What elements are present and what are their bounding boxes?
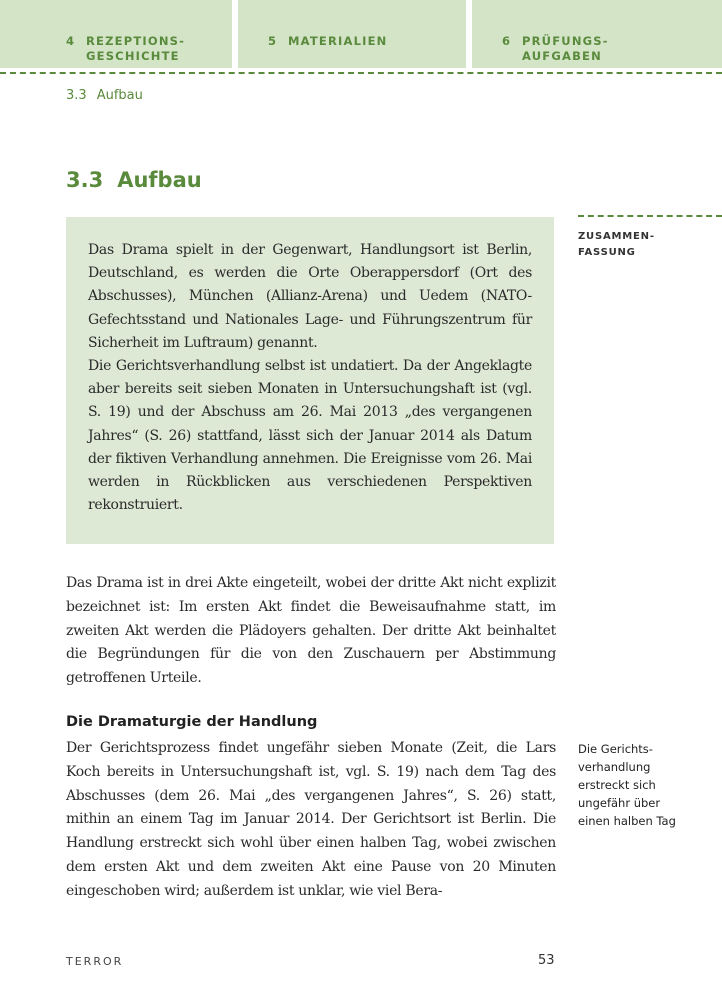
nav-tab-number: 4 [66, 34, 76, 48]
nav-tab-pruefungsaufgaben[interactable] [472, 0, 722, 68]
summary-paragraph-2: Die Gerichtsverhandlung selbst ist undatiert. Da der Angeklagte aber bereits seit sieben Monaten in Untersuchungshaft ist (vgl. S. 19) und der Abschuss am 26. Mai 2013 „des vergangenen Jahres“ (S. 26) stattfand, lässt sich der Januar 2014 als Datum der fiktiven Verhandlung annehmen. Die Ereignisse vom 26. Mai werden in Rückblicken aus verschiedenen Perspektiven rekonstruiert. [88, 358, 532, 514]
chapter-nav [0, 0, 722, 68]
nav-tab-label: PRÜFUNGS- [522, 34, 609, 48]
page-number: 53 [538, 953, 555, 968]
body-paragraph-2: Der Gerichtsprozess findet ungefähr sieben Monate (Zeit, die Lars Koch bereits in Untersuchungshaft ist, vgl. S. 19) nach dem Tag des Abschusses (dem 26. Mai „des vergangenen Jahres“, S. 26) statt, mithin an einem Tag im Januar 2014. Der Gerichtsort ist Berlin. Die Handlung erstreckt sich wohl über einen halben Tag, wobei zwischen dem ersten Akt und dem zweiten Akt eine Pause von 20 Minuten eingeschoben wird; außerdem ist unklar, wie viel Bera- [66, 740, 556, 899]
section-number: 3.3 [66, 168, 104, 192]
body-paragraph-1: Das Drama ist in drei Akte eingeteilt, wobei der dritte Akt nicht explizit bezeichnet ist: Im ersten Akt findet die Beweisaufnahme statt, im zweiten Akt werden die Plädoyers gehalten. Der dritte Akt beinhaltet die Begründungen für die von den Zuschauern per Abstimmung getroffenen Urteile. [66, 575, 556, 687]
section-title: Aufbau [117, 168, 202, 192]
sidebar-divider [578, 215, 722, 217]
nav-tab-materialien[interactable] [238, 0, 466, 68]
nav-tab-rezeptionsgeschichte[interactable] [0, 0, 232, 68]
running-head-title: Aufbau [96, 88, 143, 103]
nav-tab-label: MATERIALIEN [288, 34, 388, 48]
nav-tab-label-line2: GESCHICHTE [86, 49, 180, 63]
summary-side-label-line1: ZUSAMMEN- [578, 231, 655, 242]
nav-tab-number: 6 [502, 34, 512, 48]
margin-note-line: einen halben Tag [578, 814, 676, 828]
nav-tab-label-line2: AUFGABEN [522, 49, 602, 63]
summary-paragraph-1: Das Drama spielt in der Gegenwart, Handlungsort ist Berlin, Deutschland, es werden die Orte Oberappersdorf (Ort des Abschusses), München (Allianz-Arena) und Uedem (NATO-Gefechtsstand und Nationales Lage- und Führungszentrum für Sicherheit im Luftraum) genannt. [88, 242, 532, 351]
margin-note-line: ungefähr über [578, 796, 661, 810]
margin-note [578, 740, 713, 830]
footer-book-title: TERROR [66, 955, 124, 968]
summary-side-label [578, 229, 655, 261]
margin-note-line: verhandlung [578, 760, 651, 774]
nav-tab-label: REZEPTIONS- [86, 34, 186, 48]
section-heading [66, 168, 202, 192]
subheading: Die Dramaturgie der Handlung [66, 714, 318, 730]
summary-side-label-line2: FASSUNG [578, 247, 636, 258]
margin-note-line: Die Gerichts- [578, 742, 653, 756]
margin-note-line: erstreckt sich [578, 778, 656, 792]
header-divider [0, 72, 722, 74]
running-head-section: 3.3 [66, 88, 87, 103]
nav-tab-number: 5 [268, 34, 278, 48]
running-head [66, 88, 143, 103]
summary-box [66, 217, 554, 544]
